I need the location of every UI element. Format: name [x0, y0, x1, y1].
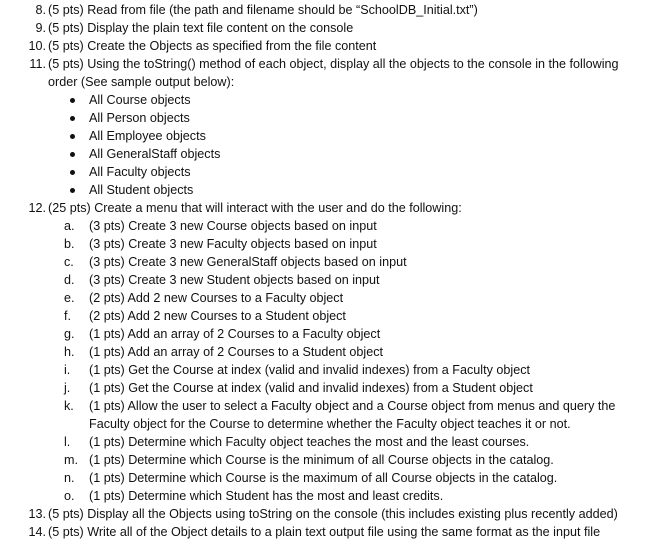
item-text: (5 pts) Display all the Objects using toString on the console (this includes existing plus recently added) [48, 507, 618, 521]
sub-item-letter: o. [64, 489, 75, 503]
bullet-text: All GeneralStaff objects [89, 147, 221, 161]
item-text: (5 pts) Read from file (the path and filename should be “SchoolDB_Initial.txt”) [48, 3, 478, 17]
item-text: (25 pts) Create a menu that will interact with the user and do the following: [48, 201, 462, 215]
item-number: 10. [28, 39, 46, 53]
item-number: 13. [28, 507, 46, 521]
item-number: 8. [35, 3, 46, 17]
sub-item-text: (3 pts) Create 3 new Course objects based on input [89, 219, 377, 233]
item-number: 14. [28, 525, 46, 539]
sub-item-text: (2 pts) Add 2 new Courses to a Faculty object [89, 291, 344, 305]
sub-item-letter: b. [64, 237, 75, 251]
sub-item-k-continuation [0, 415, 670, 433]
bullet-icon [70, 116, 75, 121]
item-11 [0, 55, 670, 73]
sub-item-text: (1 pts) Add an array of 2 Courses to a Faculty object [89, 327, 381, 341]
item-13 [0, 505, 670, 523]
sub-item-n [0, 469, 670, 487]
bullet-text: All Student objects [89, 183, 194, 197]
sub-item-h [0, 343, 670, 361]
sub-item-text: (1 pts) Get the Course at index (valid and invalid indexes) from a Faculty object [89, 363, 530, 377]
sub-item-text: (3 pts) Create 3 new Faculty objects based on input [89, 237, 377, 251]
item-text: (5 pts) Display the plain text file content on the console [48, 21, 354, 35]
sub-item-l [0, 433, 670, 451]
sub-item-letter: e. [64, 291, 75, 305]
sub-item-text: (1 pts) Add an array of 2 Courses to a Student object [89, 345, 384, 359]
sub-item-letter: m. [64, 453, 78, 467]
bullet-icon [70, 98, 75, 103]
bullet-item [0, 127, 670, 145]
bullet-icon [70, 152, 75, 157]
bullet-item [0, 91, 670, 109]
sub-item-text: (1 pts) Get the Course at index (valid and invalid indexes) from a Student object [89, 381, 533, 395]
item-9 [0, 19, 670, 37]
sub-item-text: (1 pts) Allow the user to select a Faculty object and a Course object from menus and query the [89, 399, 616, 413]
sub-item-f [0, 307, 670, 325]
item-number: 9. [35, 21, 46, 35]
sub-item-text: (2 pts) Add 2 new Courses to a Student object [89, 309, 346, 323]
bullet-item [0, 181, 670, 199]
sub-item-text: (1 pts) Determine which Course is the maximum of all Course objects in the catalog. [89, 471, 558, 485]
bullet-text: All Course objects [89, 93, 191, 107]
sub-item-k [0, 397, 670, 415]
item-10 [0, 37, 670, 55]
sub-item-text: (1 pts) Determine which Student has the most and least credits. [89, 489, 444, 503]
bullet-text: All Employee objects [89, 129, 206, 143]
bullet-icon [70, 188, 75, 193]
sub-item-text-continuation: Faculty object for the Course to determine whether the Faculty object teaches it or not. [89, 417, 571, 431]
sub-item-e [0, 289, 670, 307]
sub-item-letter: a. [64, 219, 75, 233]
sub-item-letter: k. [64, 399, 74, 413]
sub-item-g [0, 325, 670, 343]
bullet-icon [70, 134, 75, 139]
sub-item-text: (3 pts) Create 3 new GeneralStaff objects based on input [89, 255, 407, 269]
item-text: (5 pts) Create the Objects as specified from the file content [48, 39, 377, 53]
item-text: (5 pts) Write all of the Object details to a plain text output file using the same format as the input file [48, 525, 601, 539]
item-14 [0, 523, 670, 541]
item-text: (5 pts) Using the toString() method of each object, display all the objects to the console in the following [48, 57, 619, 71]
bullet-item [0, 163, 670, 181]
bullet-text: All Person objects [89, 111, 190, 125]
sub-item-i [0, 361, 670, 379]
sub-item-letter: l. [64, 435, 71, 449]
sub-item-letter: f. [64, 309, 71, 323]
item-number: 11. [29, 57, 46, 71]
item-text-continuation: order (See sample output below): [48, 75, 235, 89]
sub-item-letter: g. [64, 327, 75, 341]
sub-item-j [0, 379, 670, 397]
item-number: 12. [28, 201, 46, 215]
sub-item-text: (1 pts) Determine which Course is the minimum of all Course objects in the catalog. [89, 453, 554, 467]
sub-item-text: (3 pts) Create 3 new Student objects based on input [89, 273, 380, 287]
sub-item-text: (1 pts) Determine which Faculty object teaches the most and the least courses. [89, 435, 530, 449]
bullet-item [0, 145, 670, 163]
sub-item-letter: c. [64, 255, 74, 269]
sub-item-b [0, 235, 670, 253]
item-11-continuation [0, 73, 670, 91]
sub-item-letter: n. [64, 471, 75, 485]
sub-item-letter: j. [64, 381, 71, 395]
sub-item-o [0, 487, 670, 505]
bullet-item [0, 109, 670, 127]
item-12 [0, 199, 670, 217]
sub-item-letter: i. [64, 363, 71, 377]
sub-item-c [0, 253, 670, 271]
bullet-text: All Faculty objects [89, 165, 191, 179]
sub-item-m [0, 451, 670, 469]
sub-item-letter: d. [64, 273, 75, 287]
sub-item-letter: h. [64, 345, 75, 359]
sub-item-a [0, 217, 670, 235]
item-8 [0, 1, 670, 19]
sub-item-d [0, 271, 670, 289]
bullet-icon [70, 170, 75, 175]
